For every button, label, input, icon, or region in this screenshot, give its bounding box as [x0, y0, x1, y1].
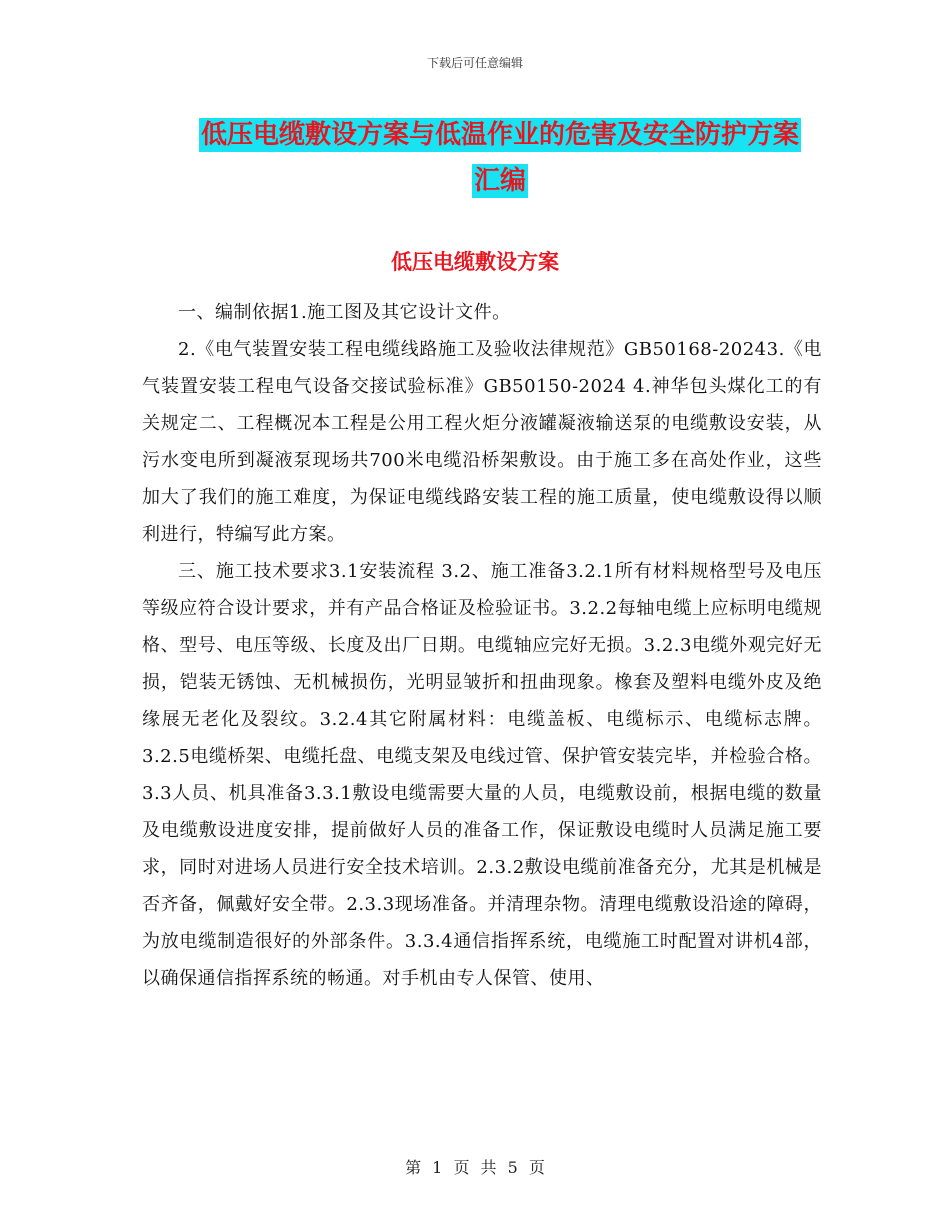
body-text [142, 294, 822, 997]
page-footer: 第 1 页 共 5 页 [405, 1158, 545, 1177]
paragraph: 2.《电气装置安装工程电缆线路施工及验收法律规范》GB50168-20243.《电气装置安装工程电气设备交接试验标准》GB50150-2024 4.神华包头煤化工的有关规定二、工程概况本工程是公用工程火炬分液罐凝液输送泵的电缆敷设安装，从污水变电所到凝液泵现场共700米电缆沿桥架敷设。由于施工多在高处作业，这些加大了我们的施工难度，为保证电缆线路安装工程的施工质量，使电缆敷设得以顺利进行，特编写此方案。 [142, 339, 822, 545]
paragraph: 一、编制依据1.施工图及其它设计文件。 [178, 302, 511, 323]
document-title-line1: 低压电缆敷设方案与低温作业的危害及安全防护方案 [200, 120, 799, 150]
paragraph: 三、施工技术要求3.1安装流程 3.2、施工准备3.2.1所有材料规格型号及电压等级应符合设计要求，并有产品合格证及检验证书。3.2.2每轴电缆上应标明电缆规格、型号、电压等级、长度及出厂日期。电缆轴应完好无损。3.2.3电缆外观完好无损，铠装无锈蚀、无机械损伤，光明显皱折和扭曲现象。橡套及塑料电缆外皮及绝缘展无老化及裂纹。3.2.4其它附属材料：电缆盖板、电缆标示、电缆标志牌。3.2.5电缆桥架、电缆托盘、电缆支架及电线过管、保护管安装完毕，并检验合格。3.3人员、机具准备3.3.1敷设电缆需要大量的人员，电缆敷设前，根据电缆的数量及电缆敷设进度安排，提前做好人员的准备工作，保证敷设电缆时人员满足施工要求，同时对进场人员进行安全技术培训。2.3.2敷设电缆前准备充分，尤其是机械是否齐备，佩戴好安全带。2.3.3现场准备。并清理杂物。清理电缆敷设沿途的障碍，为放电缆制造很好的外部条件。3.3.4通信指挥系统，电缆施工时配置对讲机4部，以确保通信指挥系统的畅通。对手机由专人保管、使用、 [142, 561, 822, 989]
document-title-line2: 汇编 [473, 166, 526, 196]
document-title [160, 112, 840, 204]
header-note: 下载后可任意编辑 [426, 56, 523, 70]
section-heading: 低压电缆敷设方案 [391, 250, 559, 274]
